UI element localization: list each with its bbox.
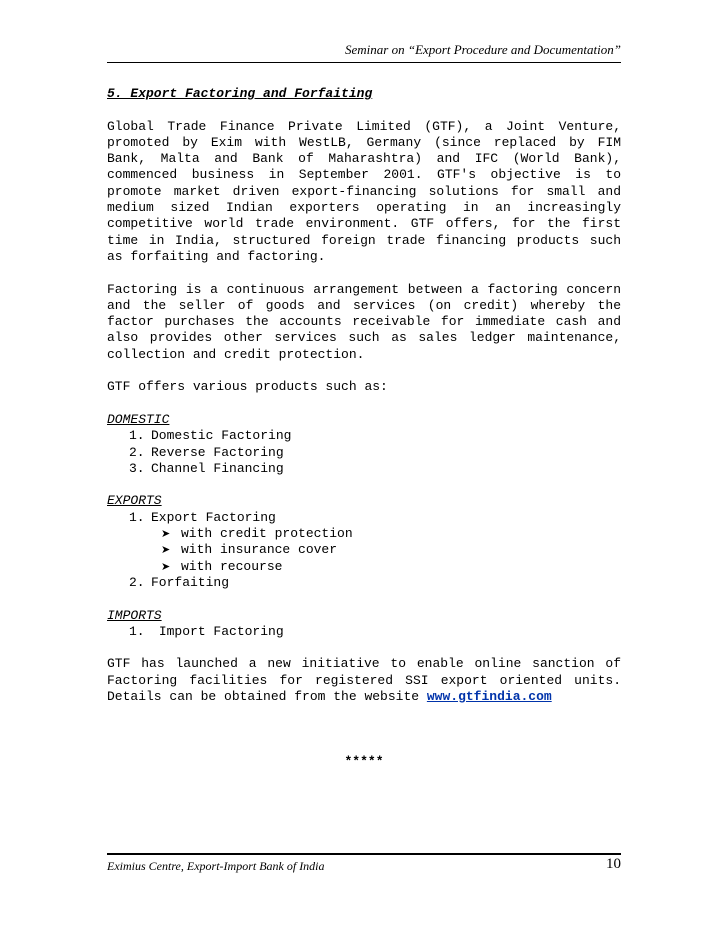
category-exports-title: EXPORTS — [107, 493, 162, 509]
domestic-list — [107, 428, 621, 477]
page-content — [107, 86, 621, 770]
arrow-bullet-icon: ➤ — [161, 527, 171, 541]
list-item: 1. Domestic Factoring — [129, 428, 292, 444]
arrow-bullet-icon: ➤ — [161, 543, 171, 557]
paragraph-online-sanction: GTF has launched a new initiative to enable online sanction of Factoring facilities for registered SSI export oriented units. Details can be obtained from the website www.gtfindia.com — [107, 656, 621, 704]
imports-list — [107, 624, 621, 640]
end-stars: ***** — [344, 754, 384, 770]
paragraph-products-intro: GTF offers various products such as: — [107, 379, 388, 395]
list-item: 2. Forfaiting — [129, 574, 230, 590]
list-item: 2. Reverse Factoring — [129, 444, 284, 460]
header-divider — [107, 62, 621, 63]
list-item: 1. Export Factoring — [129, 509, 276, 525]
category-imports-title: IMPORTS — [107, 607, 162, 623]
paragraph-factoring-definition: Factoring is a continuous arrangement between a factoring concern and the seller of goods and services (on credit) whereby the factor purchases the accounts receivable for immediate cash and also provides other services such as sales ledger maintenance, collection and credit protection. — [107, 281, 621, 362]
sub-list-item: ➤ with credit protection — [161, 526, 353, 542]
footer-text: Eximius Centre, Export-Import Bank of India — [107, 859, 325, 873]
sub-list-item: ➤ with recourse — [161, 558, 283, 574]
footer-divider — [107, 853, 621, 855]
page-number: 10 — [606, 856, 621, 872]
arrow-bullet-icon: ➤ — [161, 559, 171, 573]
category-domestic-title: DOMESTIC — [107, 411, 170, 427]
paragraph-gtf-intro: Global Trade Finance Private Limited (GTF), a Joint Venture, promoted by Exim with WestLB, Germany (since replaced by FIM Bank, Malta and Bank of Maharashtra) and IFC (World Bank), commenced business in September 2001. GTF's objective is to promote market driven export-financing solutions for small and medium sized Indian exporters operating in an increasingly competitive world trade environment. GTF offers, for the first time in India, structured foreign trade financing products such as forfaiting and factoring. — [107, 118, 621, 264]
exports-list — [107, 510, 621, 591]
gtfindia-link[interactable]: www.gtfindia.com — [426, 688, 552, 704]
list-item: 3. Channel Financing — [129, 460, 284, 476]
sub-list-item: ➤ with insurance cover — [161, 542, 338, 558]
page-header: Seminar on “Export Procedure and Documentation” — [345, 42, 621, 57]
section-heading: 5. Export Factoring and Forfaiting — [107, 86, 373, 101]
list-item: 1. Import Factoring — [129, 623, 284, 639]
